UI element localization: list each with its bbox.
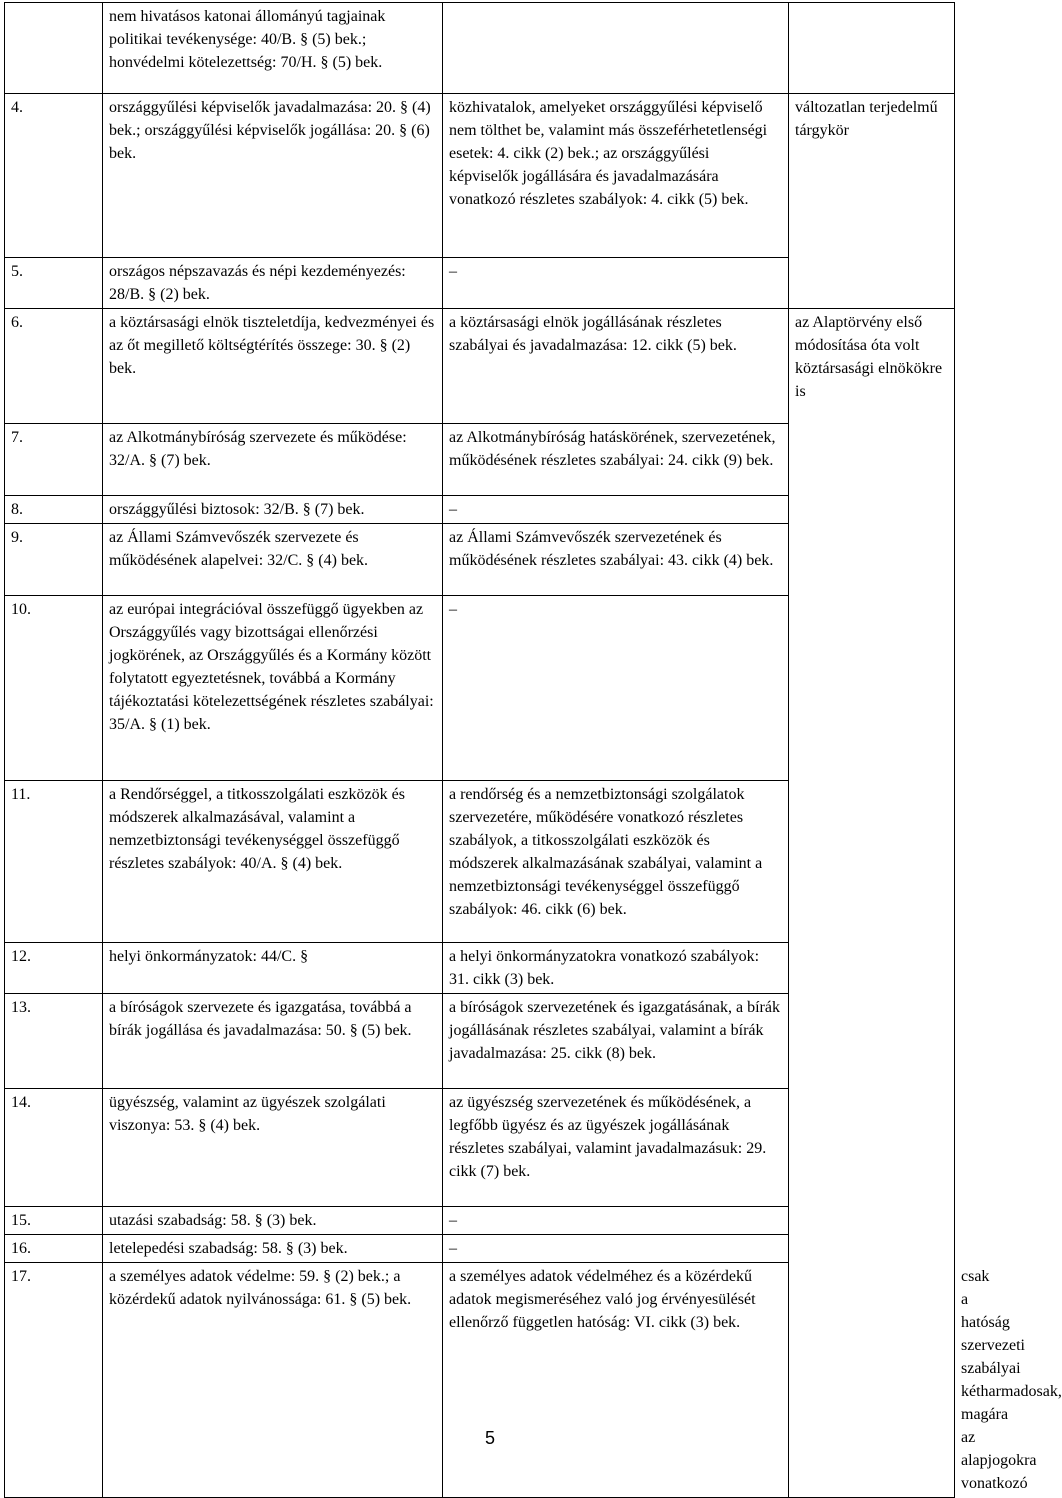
old-constitution-cell: a személyes adatok védelme: 59. § (2) bek.; a közérdekű adatok nyilvánossága: 61. § (5) bek. [103,1263,443,1498]
fundamental-law-cell: a köztársasági elnök jogállásának részletes szabályai és javadalmazása: 12. cikk (5) bek. [443,309,789,424]
fundamental-law-cell: az ügyészség szervezetének és működésének, a legfőbb ügyész és az ügyészek jogállásának részletes szabályai, valamint javadalmazásuk: 29. cikk (7) bek. [443,1089,789,1207]
row-number: 8. [5,496,103,524]
old-constitution-cell: a Rendőrséggel, a titkosszolgálati eszközök és módszerek alkalmazásával, valamint a nemzetbiztonsági tevékenységgel összefüggő részletes szabályok: 40/A. § (4) bek. [103,781,443,943]
fundamental-law-cell: – [443,1235,789,1263]
old-constitution-cell: ügyészség, valamint az ügyészek szolgálati viszonya: 53. § (4) bek. [103,1089,443,1207]
row-number: 7. [5,424,103,496]
row-number [5,3,103,94]
table-row [5,309,955,424]
old-constitution-cell: az európai integrációval összefüggő ügyekben az Országgyűlés vagy bizottságai ellenőrzési jogkörének, az Országgyűlés és a Kormány között folytatott egyeztetésnek, továbbá a Kormány tájékoztatási kötelezettségének részletes szabályai: 35/A. § (1) bek. [103,596,443,781]
row-number: 14. [5,1089,103,1207]
row-number: 12. [5,943,103,994]
note-cell: változatlan terjedelmű tárgykör [789,94,955,309]
fundamental-law-cell: – [443,1207,789,1235]
row-number: 17. [5,1263,103,1498]
old-constitution-cell: a köztársasági elnök tiszteletdíja, kedvezményei és az őt megillető költségtérítés összege: 30. § (2) bek. [103,309,443,424]
table-row: 17. a személyes adatok védelme: 59. § (2) bek.; a közérdekű adatok nyilvánossága: 61. § (5) bek. a személyes adatok védelméhez és a közérdekű adatok megismeréséhez való jog érvényesülését ellenőrző független hatóság: VI. cikk (3) bek. csak a hatóság szervezeti szabályai kétharmadosak, magára az alapjogokra vonatkozó [5,1263,955,1498]
old-constitution-cell: nem hivatásos katonai állományú tagjainak politikai tevékenysége: 40/B. § (5) bek.; honvédelmi kötelezettség: 70/H. § (5) bek. [103,3,443,94]
page-number: 5 [484,1428,495,1448]
fundamental-law-cell: – [443,596,789,781]
old-constitution-cell: az Állami Számvevőszék szervezete és működésének alapelvei: 32/C. § (4) bek. [103,524,443,596]
fundamental-law-cell: közhivatalok, amelyeket országgyűlési képviselő nem tölthet be, valamint más összeférhetetlenségi esetek: 4. cikk (2) bek.; az országgyűlési képviselők jogállására és javadalmazására vonatkozó részletes szabályok: 4. cikk (5) bek. [443,94,789,258]
row-number: 15. [5,1207,103,1235]
old-constitution-cell: az Alkotmánybíróság szervezete és működése: 32/A. § (7) bek. [103,424,443,496]
note-cell: az Alaptörvény első módosítása óta volt köztársasági elnökökre is [789,309,955,1498]
note-cell [789,3,955,94]
fundamental-law-cell: az Állami Számvevőszék szervezetének és működésének részletes szabályai: 43. cikk (4) bek. [443,524,789,596]
row-number: 13. [5,994,103,1089]
row-number: 16. [5,1235,103,1263]
fundamental-law-cell [443,3,789,94]
row-number: 4. [5,94,103,258]
row-number: 9. [5,524,103,596]
row-number: 6. [5,309,103,424]
row-number: 11. [5,781,103,943]
fundamental-law-cell: – [443,258,789,309]
fundamental-law-cell: a helyi önkormányzatokra vonatkozó szabályok: 31. cikk (3) bek. [443,943,789,994]
old-constitution-cell: országgyűlési képviselők javadalmazása: 20. § (4) bek.; országgyűlési képviselők jogállása: 20. § (6) bek. [103,94,443,258]
table-row [5,94,955,258]
fundamental-law-cell: a rendőrség és a nemzetbiztonsági szolgálatok szervezetére, működésére vonatkozó részletes szabályok, a titkosszolgálati eszközök és módszerek alkalmazásának szabályai, valamint a nemzetbiztonsági tevékenységgel összefüggő szabályok: 46. cikk (6) bek. [443,781,789,943]
fundamental-law-cell: a bíróságok szervezetének és igazgatásának, a bírák jogállásának részletes szabályai, valamint a bírák javadalmazása: 25. cikk (8) bek. [443,994,789,1089]
fundamental-law-cell: az Alkotmánybíróság hatáskörének, szervezetének, működésének részletes szabályai: 24. cikk (9) bek. [443,424,789,496]
document-table [4,2,1062,1498]
old-constitution-cell: országos népszavazás és népi kezdeményezés: 28/B. § (2) bek. [103,258,443,309]
row-number: 5. [5,258,103,309]
old-constitution-cell: helyi önkormányzatok: 44/C. § [103,943,443,994]
table-row [5,3,955,94]
fundamental-law-cell: a személyes adatok védelméhez és a közérdekű adatok megismeréséhez való jog érvényesülését ellenőrző független hatóság: VI. cikk (3) bek. [443,1263,789,1498]
old-constitution-cell: utazási szabadság: 58. § (3) bek. [103,1207,443,1235]
old-constitution-cell: letelepedési szabadság: 58. § (3) bek. [103,1235,443,1263]
fundamental-law-cell: – [443,496,789,524]
old-constitution-cell: a bíróságok szervezete és igazgatása, továbbá a bírák jogállása és javadalmazása: 50. § (5) bek. [103,994,443,1089]
row-number: 10. [5,596,103,781]
old-constitution-cell: országgyűlési biztosok: 32/B. § (7) bek. [103,496,443,524]
